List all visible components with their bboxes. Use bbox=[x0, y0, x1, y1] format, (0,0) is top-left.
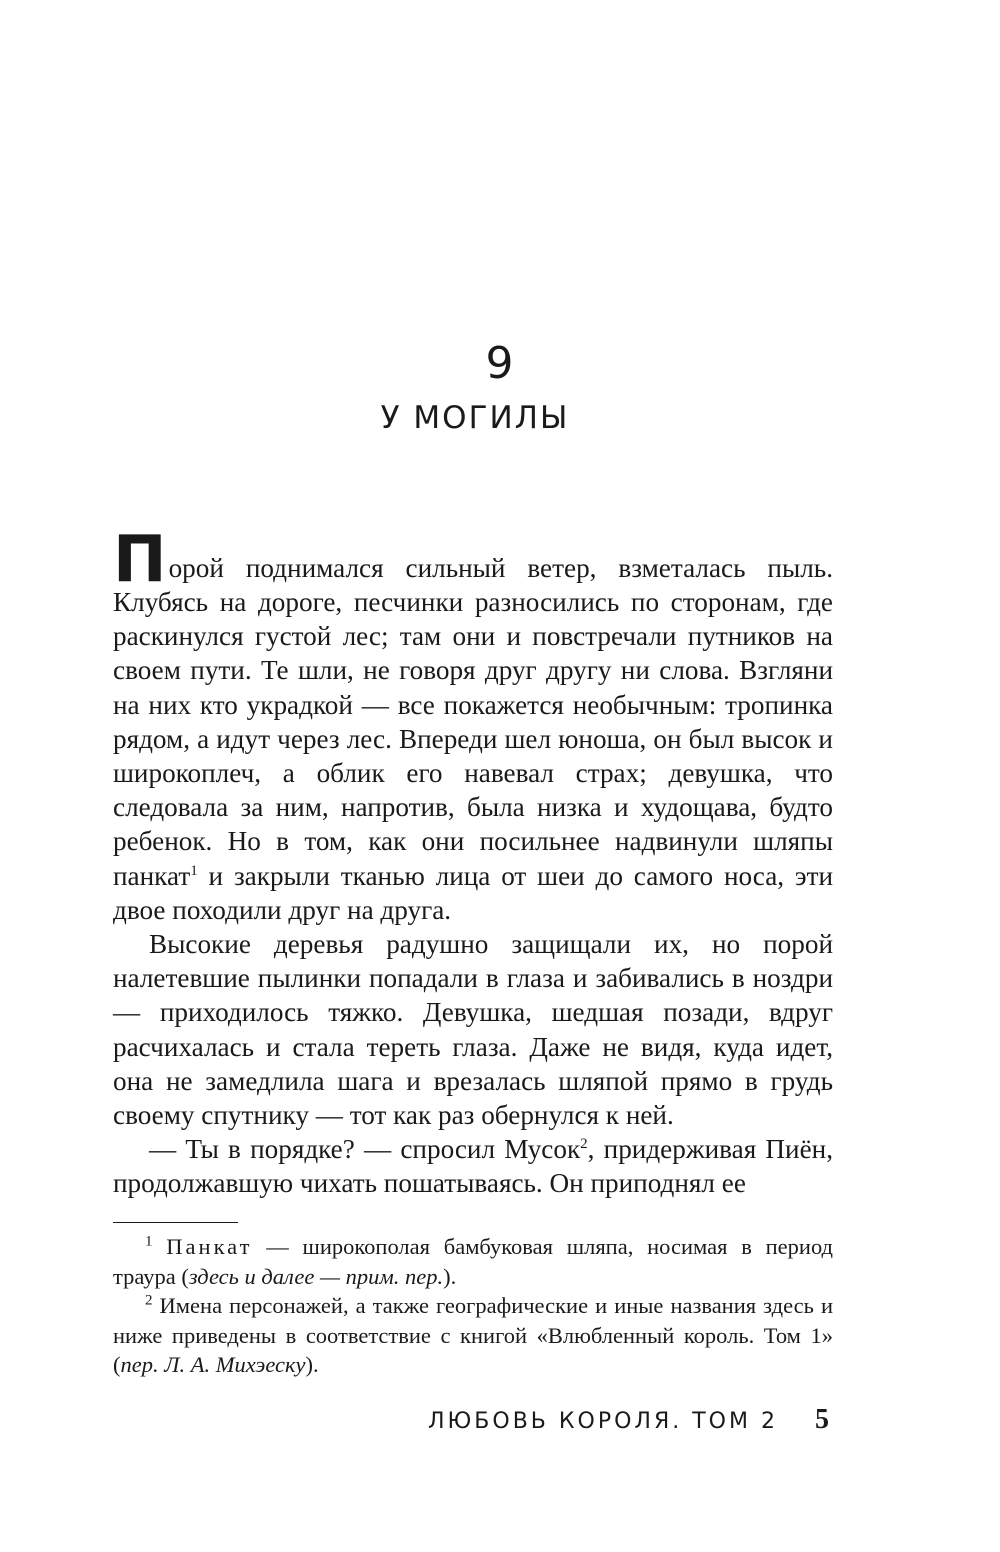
paragraph-3 bbox=[113, 1132, 833, 1200]
footnote-marker-2[interactable]: 2 bbox=[580, 1136, 588, 1153]
chapter-title: У МОГИЛЫ bbox=[380, 400, 570, 436]
footnote-divider bbox=[113, 1222, 238, 1223]
footnote-1 bbox=[113, 1232, 833, 1291]
footnote-1-text: — широкополая бамбуковая шляпа, носимая в период траура ( bbox=[113, 1234, 833, 1289]
footnote-2-mark: 2 bbox=[145, 1292, 153, 1309]
drop-cap: П bbox=[113, 523, 167, 597]
footnote-2-tail: ). bbox=[305, 1352, 319, 1377]
footnote-1-term: Панкат bbox=[166, 1234, 253, 1259]
footnote-1-tail: ). bbox=[443, 1263, 457, 1289]
paragraph-1-text: Клубясь на дороге, песчинки разносились по сторонам, где раскинулся густой лес; там они и повстречали путников на своем пути. Те шли, не говоря друг другу ни слова. Взгляни на них кто украдкой — все покажется необычным: тропинка рядом, а идут через лес. Впереди шел юноша, он был высок и широкоплеч, а облик его навевал страх; девушка, что следовала за ним, напротив, была низка и худощава, будто ребенок. Но в том, как они посильнее надвинули шляпы панкат bbox=[113, 587, 833, 891]
paragraph-1-end: и закрыли тканью лица от шеи до самого носа, эти двое походили друг на друга. bbox=[113, 860, 833, 925]
first-line-text: орой поднимался сильный ветер, взметалась пыль. bbox=[168, 553, 833, 583]
paragraph-3-start: — Ты в порядке? — спросил Мусок bbox=[149, 1134, 581, 1165]
footnote-marker-1[interactable]: 1 bbox=[190, 862, 198, 879]
running-title: ЛЮБОВЬ КОРОЛЯ. ТОМ 2 bbox=[428, 1409, 778, 1434]
chapter-body bbox=[113, 523, 833, 1201]
footnote-2-italic: пер. Л. А. Михэеску bbox=[120, 1352, 306, 1377]
footnotes bbox=[113, 1232, 833, 1380]
chapter-number: 9 bbox=[485, 338, 515, 389]
footnote-2-text: Имена персонажей, а также географические и иные названия здесь и ниже приведены в соответствие с книгой «Влюбленный король. Том 1» ( bbox=[113, 1293, 833, 1377]
footnote-2 bbox=[113, 1291, 833, 1380]
paragraph-2: Высокие деревья радушно защищали их, но порой налетевшие пылинки попадали в глаза и забивались в ноздри — приходилось тяжко. Девушка, шедшая позади, вдруг расчихалась и стала тереть глаза. Даже не видя, куда идет, она не замедлила шага и врезалась шляпой прямо в грудь своему спутнику — тот как раз обернулся к ней. bbox=[113, 929, 833, 1131]
footnote-1-italic: здесь и далее — прим. пер. bbox=[188, 1263, 444, 1289]
paragraph-1 bbox=[113, 523, 833, 927]
footnote-1-mark: 1 bbox=[145, 1233, 153, 1250]
page-number: 5 bbox=[815, 1404, 829, 1435]
paragraph-3-end: , придерживая Пиён, продолжавшую чихать пошатываясь. Он приподнял ее bbox=[113, 1134, 833, 1199]
